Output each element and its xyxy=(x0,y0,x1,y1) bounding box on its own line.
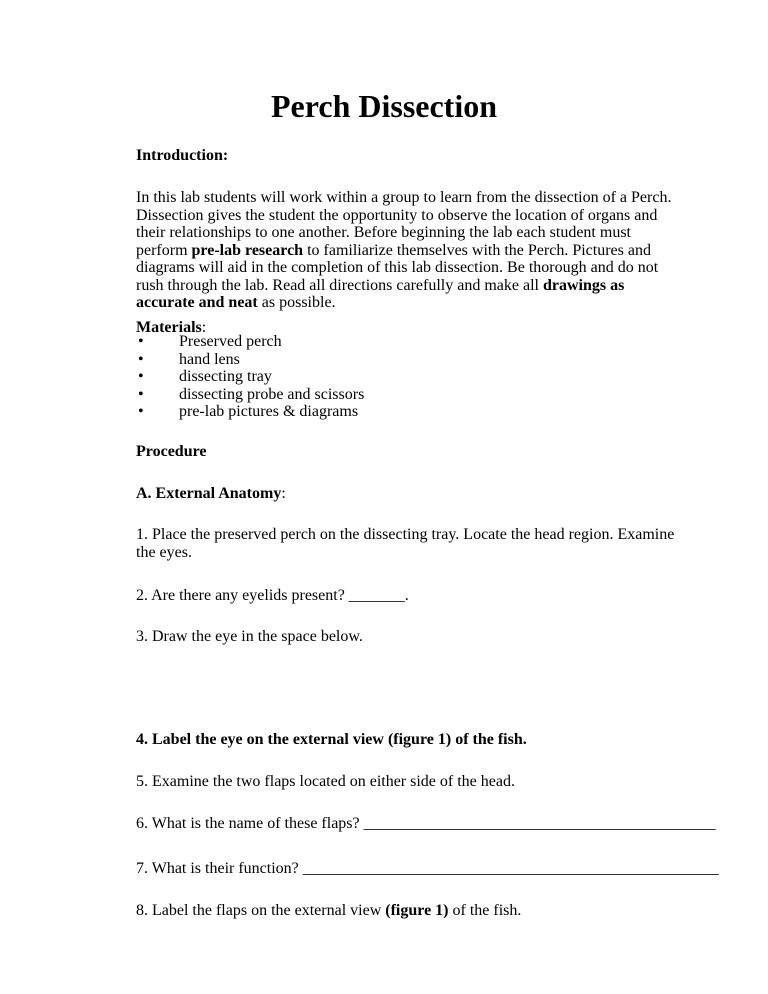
list-item: • dissecting tray xyxy=(136,368,681,386)
introduction-paragraph: In this lab students will work within a group to learn from the dissection of a Perch. Dissection gives the student the opportunity to observe the location of organs and their relationships to one another. Before beginning the lab each student must perform pre-lab research to familiarize themselves with the Perch. Pictures and diagrams will aid in the completion of this lab dissection. Be thorough and do not rush through the lab. Read all directions carefully and make all drawings as accurate and neat as possible. xyxy=(136,189,672,311)
list-item: • Preserved perch xyxy=(136,333,681,351)
step-4: 4. Label the eye on the external view (figure 1) of the fish. xyxy=(136,731,527,748)
section-a-heading: A. External Anatomy: xyxy=(136,485,286,502)
procedure-heading: Procedure xyxy=(136,443,207,460)
list-item: • pre-lab pictures & diagrams xyxy=(136,403,681,421)
step-5: 5. Examine the two flaps located on either side of the head. xyxy=(136,773,515,790)
materials-list xyxy=(136,333,681,421)
list-item: • dissecting probe and scissors xyxy=(136,386,681,404)
step-2: 2. Are there any eyelids present? _______. xyxy=(136,587,409,604)
introduction-heading: Introduction: xyxy=(136,147,229,164)
step-7: 7. What is their function? ____________________________________________________ xyxy=(136,860,719,877)
step-3: 3. Draw the eye in the space below. xyxy=(136,628,363,645)
list-item: • hand lens xyxy=(136,351,681,369)
step-6: 6. What is the name of these flaps? ____________________________________________ xyxy=(136,815,716,832)
step-1: 1. Place the preserved perch on the dissecting tray. Locate the head region. Examine the eyes. xyxy=(136,526,675,561)
page-title: Perch Dissection xyxy=(270,88,498,124)
materials-heading: Materials: xyxy=(136,319,207,336)
step-8: 8. Label the flaps on the external view (figure 1) of the fish. xyxy=(136,902,522,919)
